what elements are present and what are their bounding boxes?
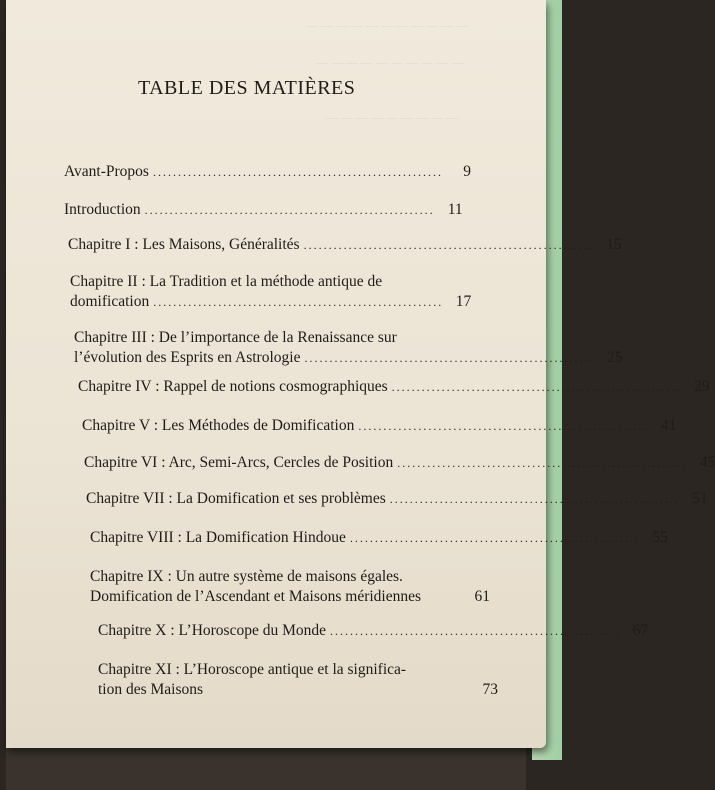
dot-leader: .......................................................... — [152, 165, 443, 179]
show-through-text: — — — — — — — — — — — — [306, 18, 468, 32]
show-through-text: — — — — — — — — — — — [316, 55, 463, 69]
toc-entry-label: Chapitre VII : La Domification et ses problèmes — [86, 490, 386, 507]
toc-entry — [78, 377, 710, 397]
toc-entry-label: Chapitre VI : Arc, Semi-Arcs, Cercles de Position — [84, 454, 394, 471]
toc-entry — [70, 272, 472, 312]
toc-entry — [90, 567, 490, 607]
dot-leader: .......................................................... — [303, 238, 594, 252]
toc-entry-first-line: Chapitre III : De l’importance de la Renaissance sur — [74, 329, 397, 346]
dot-leader: .......................................................... — [358, 419, 649, 433]
dot-leader: .......................................................... — [144, 203, 435, 217]
toc-page-number: 29 — [694, 378, 710, 395]
toc-entry-label: Introduction — [64, 201, 141, 218]
dot-leader: .......................................................... — [349, 531, 640, 545]
toc-entry — [64, 162, 471, 182]
show-through-text: — — — — — — — — — — [326, 110, 458, 124]
dot-leader: .......................................................... — [304, 351, 595, 365]
toc-entry-label: Chapitre VIII : La Domification Hindoue — [90, 529, 346, 546]
toc-page-number: 67 — [632, 622, 649, 639]
dot-leader: .......................................................... — [389, 492, 680, 506]
toc-entry-label: Chapitre X : L’Horoscope du Monde — [98, 622, 327, 639]
dot-leader: .......................................................... — [397, 456, 688, 470]
dot-leader: .......................................................... — [153, 295, 444, 309]
toc-entry-label: tion des Maisons — [98, 681, 204, 698]
dot-leader: .......................................................... — [391, 380, 682, 394]
toc-entry — [82, 416, 677, 436]
toc-page-number: 11 — [447, 201, 463, 218]
toc-entry — [98, 621, 649, 641]
toc-entry-first-line: Chapitre IX : Un autre système de maisons égales. — [90, 568, 403, 585]
toc-entry — [86, 489, 708, 509]
toc-entry-label: Domification de l’Ascendant et Maisons méridiennes — [90, 588, 422, 605]
toc-entry — [68, 235, 622, 255]
toc-entry — [74, 328, 623, 368]
toc-page-number: 17 — [455, 293, 472, 310]
toc-entry — [90, 528, 668, 548]
toc-entry-first-line: Chapitre II : La Tradition et la méthode antique de — [70, 273, 383, 290]
toc-page-number: 25 — [606, 349, 623, 366]
toc-page-number: 41 — [660, 417, 677, 434]
dot-leader: .......................................................... — [330, 624, 621, 638]
toc-page-number: 45 — [699, 454, 715, 471]
toc-entry-label: Chapitre V : Les Méthodes de Domification — [82, 417, 355, 434]
toc-entry — [98, 660, 498, 700]
toc-entry-first-line: Chapitre XI : L’Horoscope antique et la significa- — [98, 661, 407, 678]
toc-entry-label: Chapitre I : Les Maisons, Généralités — [68, 236, 300, 253]
toc-page-number: 15 — [606, 236, 622, 253]
toc-entry-label: Avant-Propos — [64, 163, 149, 180]
book-page — [6, 0, 715, 748]
toc-entry-label: domification — [70, 293, 150, 310]
toc-page-number: 55 — [652, 529, 668, 546]
page-title: TABLE DES MATIÈRES — [138, 77, 356, 99]
toc-entry-label: l’évolution des Esprits en Astrologie — [74, 349, 301, 366]
toc-page-number: 9 — [463, 163, 471, 180]
toc-page-number: 51 — [692, 490, 708, 507]
toc-entry — [84, 453, 715, 473]
toc-page-number: 61 — [474, 588, 490, 605]
toc-page-number: 73 — [482, 681, 498, 698]
toc-entry-label: Chapitre IV : Rappel de notions cosmographiques — [78, 378, 388, 395]
toc-entry — [64, 200, 463, 220]
